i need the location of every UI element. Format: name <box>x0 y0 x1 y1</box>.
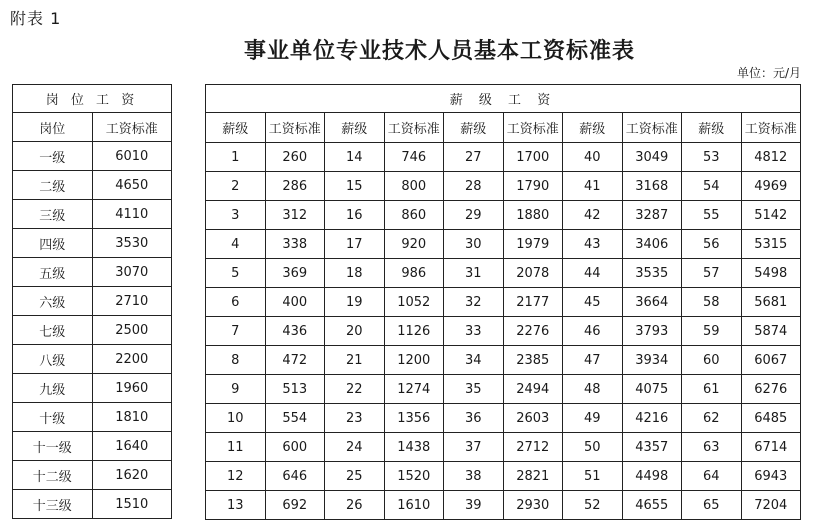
grade-number-cell: 5 <box>206 259 266 288</box>
grade-number-cell: 37 <box>444 433 504 462</box>
grade-standard-cell: 1610 <box>384 491 444 520</box>
grade-number-cell: 11 <box>206 433 266 462</box>
post-table-row <box>13 316 172 345</box>
grade-standard-cell: 6067 <box>741 346 801 375</box>
document-title: 事业单位专业技术人员基本工资标准表 <box>243 39 635 64</box>
grade-standard-cell: 3287 <box>622 201 682 230</box>
grade-standard-cell: 554 <box>265 404 325 433</box>
grade-number-cell: 47 <box>563 346 623 375</box>
grade-standard-column-header: 工资标准 <box>384 113 444 143</box>
post-table-row <box>13 461 172 490</box>
grade-standard-cell: 1126 <box>384 317 444 346</box>
grade-standard-cell: 3049 <box>622 143 682 172</box>
grade-number-cell: 17 <box>325 230 385 259</box>
grade-number-cell: 6 <box>206 288 266 317</box>
grade-standard-cell: 4357 <box>622 433 682 462</box>
grade-number-cell: 39 <box>444 491 504 520</box>
grade-standard-cell: 920 <box>384 230 444 259</box>
grade-number-cell: 23 <box>325 404 385 433</box>
grade-number-cell: 31 <box>444 259 504 288</box>
grade-number-cell: 56 <box>682 230 742 259</box>
grade-standard-cell: 1274 <box>384 375 444 404</box>
grade-standard-column-header: 工资标准 <box>265 113 325 143</box>
post-table-row <box>13 258 172 287</box>
grade-standard-cell: 4216 <box>622 404 682 433</box>
post-level-cell: 十三级 <box>13 490 93 519</box>
grade-number-cell: 63 <box>682 433 742 462</box>
grade-number-cell: 15 <box>325 172 385 201</box>
grade-standard-cell: 1520 <box>384 462 444 491</box>
grade-number-cell: 14 <box>325 143 385 172</box>
grade-number-cell: 4 <box>206 230 266 259</box>
grade-number-cell: 10 <box>206 404 266 433</box>
grade-standard-cell: 746 <box>384 143 444 172</box>
grade-standard-cell: 400 <box>265 288 325 317</box>
salary-table-title: 薪 级 工 资 <box>206 85 801 113</box>
grade-standard-cell: 3535 <box>622 259 682 288</box>
grade-standard-cell: 2078 <box>503 259 563 288</box>
grade-number-cell: 60 <box>682 346 742 375</box>
grade-number-cell: 57 <box>682 259 742 288</box>
grade-standard-cell: 692 <box>265 491 325 520</box>
grade-standard-cell: 2385 <box>503 346 563 375</box>
grade-standard-cell: 646 <box>265 462 325 491</box>
grade-standard-cell: 2821 <box>503 462 563 491</box>
grade-standard-cell: 2276 <box>503 317 563 346</box>
grade-number-cell: 9 <box>206 375 266 404</box>
grade-standard-cell: 286 <box>265 172 325 201</box>
grade-number-cell: 32 <box>444 288 504 317</box>
grade-number-cell: 36 <box>444 404 504 433</box>
post-table-header-row <box>13 113 172 142</box>
post-level-cell: 十一级 <box>13 432 93 461</box>
grade-number-cell: 41 <box>563 172 623 201</box>
post-table-title: 岗 位 工 资 <box>13 85 172 113</box>
salary-table-row <box>206 288 801 317</box>
grade-standard-cell: 1700 <box>503 143 563 172</box>
grade-standard-cell: 436 <box>265 317 325 346</box>
grade-standard-cell: 260 <box>265 143 325 172</box>
grade-standard-cell: 369 <box>265 259 325 288</box>
grade-standard-cell: 2177 <box>503 288 563 317</box>
post-table-row <box>13 287 172 316</box>
salary-table-row <box>206 230 801 259</box>
grade-number-cell: 61 <box>682 375 742 404</box>
post-column-header: 岗位 <box>13 113 93 142</box>
grade-standard-cell: 4812 <box>741 143 801 172</box>
grade-number-cell: 48 <box>563 375 623 404</box>
grade-number-cell: 45 <box>563 288 623 317</box>
grade-standard-cell: 6943 <box>741 462 801 491</box>
grade-number-cell: 25 <box>325 462 385 491</box>
grade-standard-cell: 4075 <box>622 375 682 404</box>
grade-number-cell: 64 <box>682 462 742 491</box>
grade-standard-cell: 5315 <box>741 230 801 259</box>
post-standard-column-header: 工资标准 <box>92 113 172 142</box>
grade-column-header: 薪级 <box>563 113 623 143</box>
post-table-row <box>13 345 172 374</box>
post-level-cell: 十二级 <box>13 461 93 490</box>
post-table-row <box>13 229 172 258</box>
post-standard-cell: 1640 <box>92 432 172 461</box>
post-standard-cell: 2200 <box>92 345 172 374</box>
grade-number-cell: 46 <box>563 317 623 346</box>
grade-salary-table-body <box>206 85 801 520</box>
grade-standard-cell: 6714 <box>741 433 801 462</box>
grade-number-cell: 27 <box>444 143 504 172</box>
post-level-cell: 一级 <box>13 142 93 171</box>
post-standard-cell: 3070 <box>92 258 172 287</box>
grade-number-cell: 34 <box>444 346 504 375</box>
grade-number-cell: 40 <box>563 143 623 172</box>
grade-standard-cell: 338 <box>265 230 325 259</box>
grade-standard-cell: 1880 <box>503 201 563 230</box>
grade-standard-cell: 3934 <box>622 346 682 375</box>
grade-standard-cell: 1979 <box>503 230 563 259</box>
post-table-title-row <box>13 85 172 113</box>
grade-standard-cell: 7204 <box>741 491 801 520</box>
salary-table-row <box>206 491 801 520</box>
grade-standard-cell: 2712 <box>503 433 563 462</box>
grade-standard-cell: 4655 <box>622 491 682 520</box>
post-level-cell: 九级 <box>13 374 93 403</box>
grade-standard-cell: 5498 <box>741 259 801 288</box>
grade-column-header: 薪级 <box>444 113 504 143</box>
grade-number-cell: 7 <box>206 317 266 346</box>
grade-standard-cell: 1356 <box>384 404 444 433</box>
post-table-row <box>13 403 172 432</box>
grade-number-cell: 44 <box>563 259 623 288</box>
grade-standard-cell: 6276 <box>741 375 801 404</box>
grade-standard-cell: 3406 <box>622 230 682 259</box>
grade-number-cell: 55 <box>682 201 742 230</box>
grade-standard-column-header: 工资标准 <box>503 113 563 143</box>
grade-standard-cell: 5874 <box>741 317 801 346</box>
grade-number-cell: 22 <box>325 375 385 404</box>
grade-standard-cell: 3664 <box>622 288 682 317</box>
post-level-cell: 六级 <box>13 287 93 316</box>
grade-standard-cell: 2603 <box>503 404 563 433</box>
grade-number-cell: 49 <box>563 404 623 433</box>
post-standard-cell: 6010 <box>92 142 172 171</box>
grade-number-cell: 1 <box>206 143 266 172</box>
post-level-cell: 四级 <box>13 229 93 258</box>
grade-number-cell: 53 <box>682 143 742 172</box>
grade-number-cell: 12 <box>206 462 266 491</box>
grade-standard-cell: 2494 <box>503 375 563 404</box>
grade-number-cell: 33 <box>444 317 504 346</box>
grade-salary-table <box>205 84 801 520</box>
salary-table-header-row <box>206 113 801 143</box>
grade-standard-cell: 600 <box>265 433 325 462</box>
grade-standard-cell: 472 <box>265 346 325 375</box>
grade-number-cell: 52 <box>563 491 623 520</box>
grade-standard-cell: 312 <box>265 201 325 230</box>
post-table-row <box>13 171 172 200</box>
grade-column-header: 薪级 <box>325 113 385 143</box>
grade-standard-cell: 4498 <box>622 462 682 491</box>
salary-table-row <box>206 462 801 491</box>
post-standard-cell: 3530 <box>92 229 172 258</box>
post-level-cell: 五级 <box>13 258 93 287</box>
grade-number-cell: 58 <box>682 288 742 317</box>
grade-standard-cell: 513 <box>265 375 325 404</box>
grade-number-cell: 62 <box>682 404 742 433</box>
post-level-cell: 二级 <box>13 171 93 200</box>
salary-table-row <box>206 346 801 375</box>
post-level-cell: 十级 <box>13 403 93 432</box>
grade-number-cell: 19 <box>325 288 385 317</box>
grade-number-cell: 26 <box>325 491 385 520</box>
post-level-cell: 七级 <box>13 316 93 345</box>
grade-number-cell: 50 <box>563 433 623 462</box>
salary-table-row <box>206 201 801 230</box>
grade-number-cell: 28 <box>444 172 504 201</box>
grade-number-cell: 30 <box>444 230 504 259</box>
grade-standard-cell: 3168 <box>622 172 682 201</box>
grade-number-cell: 16 <box>325 201 385 230</box>
post-standard-cell: 1510 <box>92 490 172 519</box>
grade-number-cell: 54 <box>682 172 742 201</box>
grade-number-cell: 21 <box>325 346 385 375</box>
grade-standard-cell: 1052 <box>384 288 444 317</box>
grade-number-cell: 8 <box>206 346 266 375</box>
salary-table-row <box>206 375 801 404</box>
grade-number-cell: 13 <box>206 491 266 520</box>
grade-number-cell: 59 <box>682 317 742 346</box>
grade-standard-cell: 860 <box>384 201 444 230</box>
post-table-row <box>13 490 172 519</box>
post-standard-cell: 1960 <box>92 374 172 403</box>
grade-number-cell: 29 <box>444 201 504 230</box>
grade-column-header: 薪级 <box>682 113 742 143</box>
grade-standard-cell: 1438 <box>384 433 444 462</box>
grade-standard-cell: 986 <box>384 259 444 288</box>
post-standard-cell: 1810 <box>92 403 172 432</box>
grade-column-header: 薪级 <box>206 113 266 143</box>
salary-table-row <box>206 317 801 346</box>
grade-number-cell: 24 <box>325 433 385 462</box>
post-standard-cell: 1620 <box>92 461 172 490</box>
post-standard-cell: 2500 <box>92 316 172 345</box>
grade-standard-cell: 800 <box>384 172 444 201</box>
salary-table-row <box>206 404 801 433</box>
post-level-cell: 三级 <box>13 200 93 229</box>
post-standard-cell: 4110 <box>92 200 172 229</box>
grade-number-cell: 3 <box>206 201 266 230</box>
grade-number-cell: 51 <box>563 462 623 491</box>
grade-standard-column-header: 工资标准 <box>622 113 682 143</box>
grade-number-cell: 35 <box>444 375 504 404</box>
grade-number-cell: 2 <box>206 172 266 201</box>
salary-table-row <box>206 172 801 201</box>
salary-table-title-row <box>206 85 801 113</box>
grade-number-cell: 42 <box>563 201 623 230</box>
post-table-row <box>13 432 172 461</box>
salary-table-row <box>206 259 801 288</box>
post-salary-table-body <box>13 85 172 519</box>
grade-standard-cell: 3793 <box>622 317 682 346</box>
salary-table-row <box>206 433 801 462</box>
grade-standard-cell: 1790 <box>503 172 563 201</box>
grade-number-cell: 38 <box>444 462 504 491</box>
post-standard-cell: 4650 <box>92 171 172 200</box>
post-salary-table <box>12 84 172 519</box>
attachment-label: 附表 1 <box>10 9 62 28</box>
grade-number-cell: 20 <box>325 317 385 346</box>
grade-number-cell: 43 <box>563 230 623 259</box>
grade-standard-cell: 1200 <box>384 346 444 375</box>
grade-number-cell: 18 <box>325 259 385 288</box>
post-table-row <box>13 142 172 171</box>
grade-standard-cell: 2930 <box>503 491 563 520</box>
post-table-row <box>13 200 172 229</box>
grade-standard-cell: 4969 <box>741 172 801 201</box>
post-table-row <box>13 374 172 403</box>
unit-note: 单位：元/月 <box>736 66 801 80</box>
salary-table-row <box>206 143 801 172</box>
grade-standard-cell: 6485 <box>741 404 801 433</box>
grade-standard-cell: 5681 <box>741 288 801 317</box>
grade-standard-cell: 5142 <box>741 201 801 230</box>
post-level-cell: 八级 <box>13 345 93 374</box>
post-standard-cell: 2710 <box>92 287 172 316</box>
grade-standard-column-header: 工资标准 <box>741 113 801 143</box>
grade-number-cell: 65 <box>682 491 742 520</box>
